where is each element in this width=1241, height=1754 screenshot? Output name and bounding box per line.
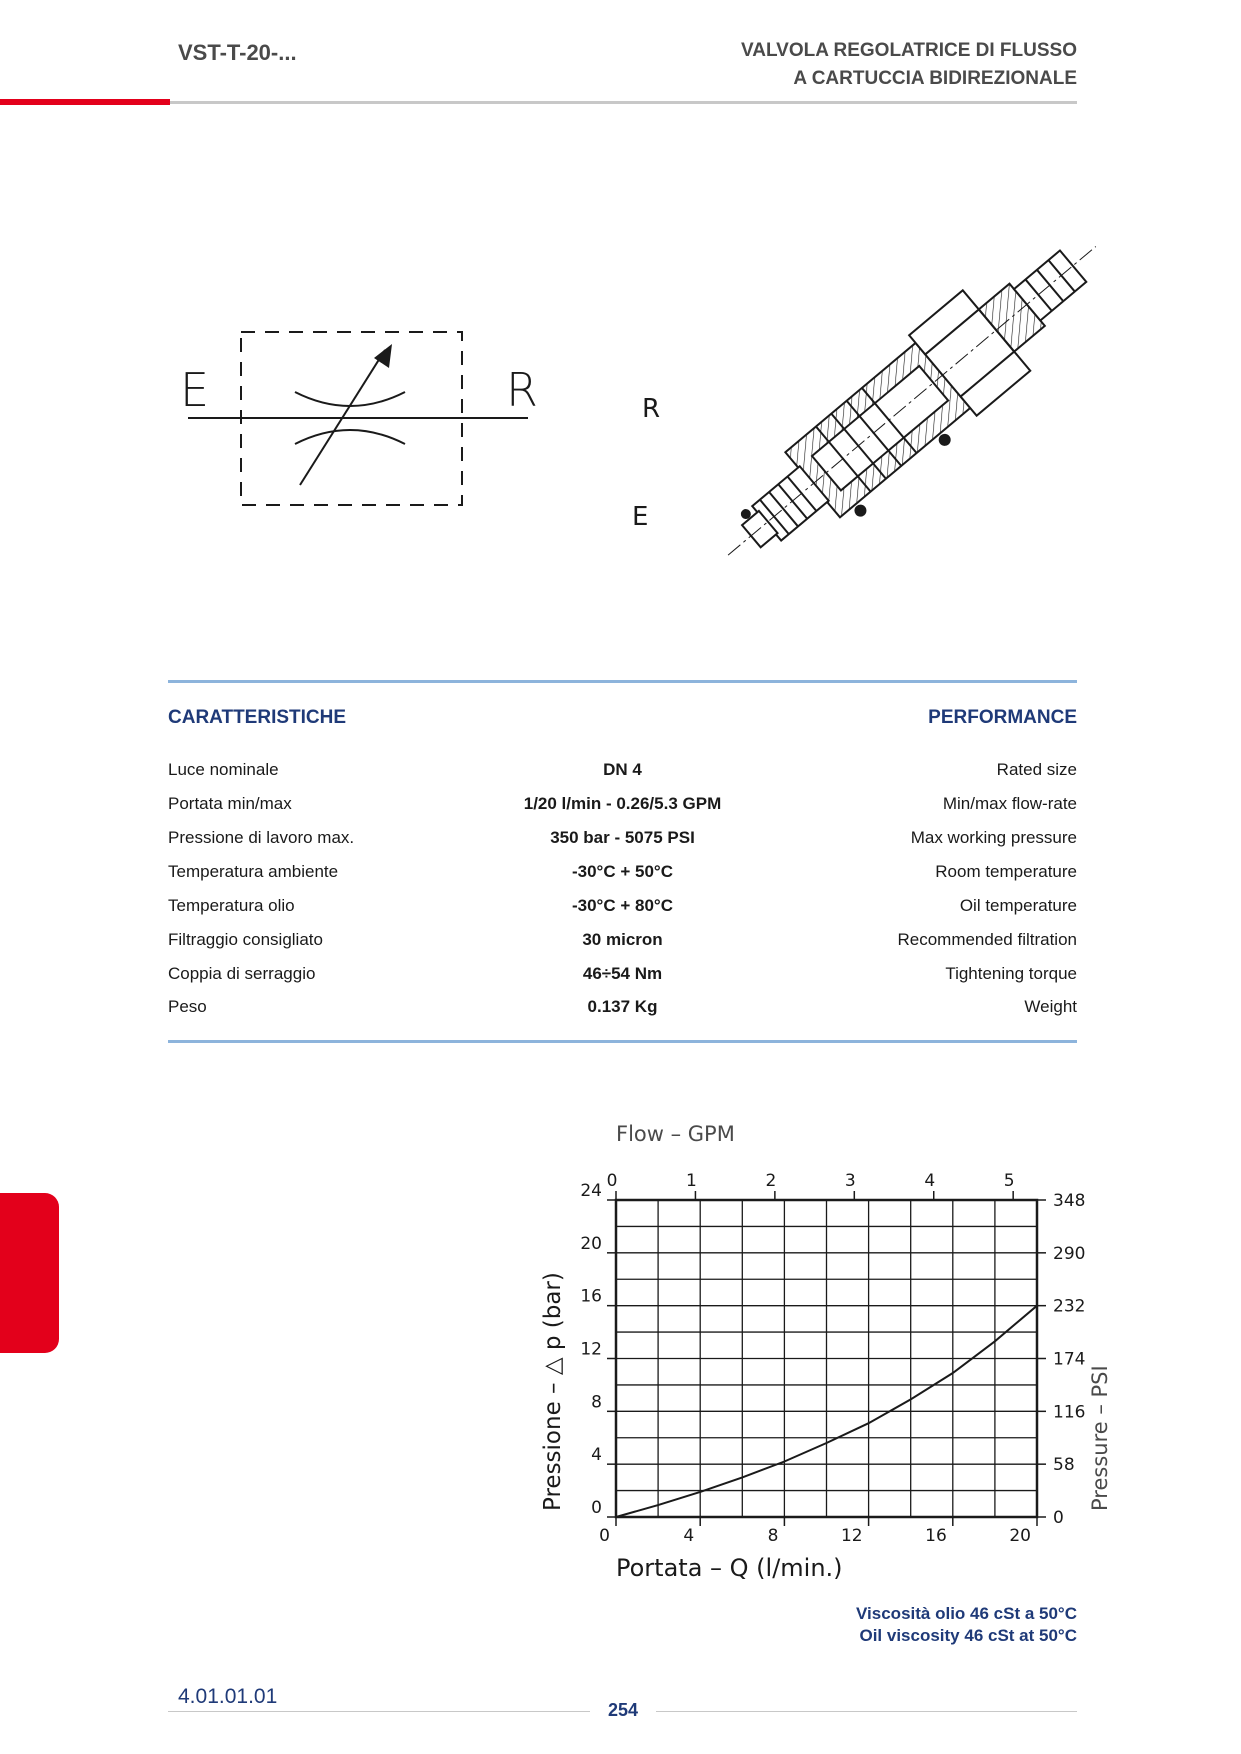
y-tick-label: 4	[591, 1445, 602, 1466]
x2-tick-label: 0	[606, 1171, 618, 1191]
spec-row	[168, 862, 1077, 892]
x-tick-label: 8	[767, 1526, 779, 1546]
spec-label-it: Peso	[168, 997, 207, 1016]
spec-value: 1/20 l/min - 0.26/5.3 GPM	[523, 794, 722, 813]
hydraulic-symbol	[180, 320, 540, 520]
spec-label-en: Min/max flow-rate	[942, 794, 1077, 813]
spec-row	[168, 930, 1077, 960]
spec-label-it: Portata min/max	[168, 794, 292, 813]
spec-label-en: Rated size	[996, 760, 1077, 779]
y2-tick-label: 232	[1053, 1296, 1086, 1317]
y-tick-label: 0	[591, 1498, 602, 1518]
footer-rule-left	[168, 1711, 590, 1712]
y2-tick-label: 58	[1053, 1455, 1075, 1476]
model-code: VST-T-20-...	[178, 40, 297, 65]
x-tick-label: 0	[599, 1526, 610, 1546]
x2-axis-label: Flow – GPM	[616, 1122, 735, 1146]
y-tick-label: 24	[580, 1181, 602, 1201]
spec-label-en: Tightening torque	[945, 964, 1077, 983]
spec-label-en: Max working pressure	[910, 828, 1077, 847]
spec-label-it: Temperatura ambiente	[168, 862, 339, 881]
y2-tick-label: 290	[1053, 1243, 1086, 1264]
spec-value: 350 bar - 5075 PSI	[550, 828, 695, 847]
spec-value: 0.137 Kg	[587, 997, 658, 1016]
spec-row	[168, 828, 1077, 858]
x-tick-label: 16	[925, 1526, 947, 1546]
spec-row	[168, 896, 1077, 926]
spec-label-it: Filtraggio consigliato	[168, 930, 323, 949]
chart-grid	[616, 1200, 1037, 1517]
section-port-e: E	[632, 502, 649, 532]
symbol-port-in: E	[180, 363, 210, 417]
spec-heading-it: CARATTERISTICHE	[168, 707, 347, 728]
spec-label-it: Pressione di lavoro max.	[168, 828, 355, 847]
section-port-r: R	[642, 394, 661, 424]
y2-tick-label: 0	[1053, 1508, 1064, 1528]
spec-label-en: Recommended filtration	[897, 930, 1077, 949]
section-tab	[0, 1193, 59, 1353]
spec-value: DN 4	[603, 760, 642, 779]
y-tick-label: 12	[580, 1339, 602, 1360]
x2-tick-label: 2	[765, 1171, 777, 1191]
spec-label-en: Oil temperature	[959, 896, 1077, 915]
spec-row	[168, 964, 1077, 994]
spec-bottom-rule	[168, 1040, 1077, 1043]
spec-value: -30°C + 80°C	[571, 896, 673, 915]
spec-row	[168, 794, 1077, 824]
x-tick-label: 12	[840, 1526, 863, 1546]
spec-label-en: Room temperature	[935, 862, 1077, 881]
viscosity-note-it: Viscosità olio 46 cSt a 50°C	[856, 1604, 1077, 1623]
x2-tick-label: 1	[686, 1171, 697, 1191]
spec-heading-en: PERFORMANCE	[928, 707, 1077, 728]
y2-tick-label: 116	[1053, 1402, 1086, 1423]
header-rule	[170, 101, 1077, 104]
spec-top-rule	[168, 680, 1077, 683]
x2-tick-label: 3	[844, 1171, 856, 1191]
spec-label-en: Weight	[1024, 997, 1077, 1016]
spec-value: 46÷54 Nm	[582, 964, 663, 983]
y-tick-label: 8	[591, 1392, 602, 1413]
product-title-line-1: VALVOLA REGOLATRICE DI FLUSSO	[740, 40, 1077, 61]
y2-tick-label: 174	[1053, 1349, 1086, 1370]
spec-label-it: Temperatura olio	[168, 896, 295, 915]
x2-tick-label: 5	[1003, 1171, 1015, 1191]
x-tick-label: 4	[683, 1526, 695, 1546]
spec-row	[168, 760, 1077, 790]
spec-row	[168, 997, 1077, 1027]
y-axis-label: Pressione – △ p (bar)	[540, 1272, 566, 1511]
page-number: 254	[607, 1700, 639, 1720]
y2-tick-label: 348	[1053, 1191, 1086, 1211]
pressure-flow-chart	[530, 1115, 1150, 1595]
x-axis-label: Portata – Q (l/min.)	[616, 1554, 843, 1582]
spec-label-it: Luce nominale	[168, 760, 279, 779]
product-title-line-2: A CARTUCCIA BIDIREZIONALE	[793, 68, 1077, 89]
header-accent-bar	[0, 99, 170, 105]
spec-label-it: Coppia di serraggio	[168, 964, 316, 983]
x-tick-label: 20	[1009, 1526, 1031, 1546]
cartridge-section-drawing	[632, 235, 1080, 595]
x2-tick-label: 4	[924, 1171, 936, 1191]
spec-value: -30°C + 50°C	[571, 862, 673, 881]
y-tick-label: 20	[580, 1233, 602, 1254]
viscosity-note-en: Oil viscosity 46 cSt at 50°C	[859, 1626, 1077, 1645]
symbol-port-out: R	[506, 363, 538, 417]
document-code: 4.01.01.01	[178, 1685, 278, 1708]
y-tick-label: 16	[580, 1286, 602, 1307]
y2-axis-label: Pressure – PSI	[1088, 1365, 1112, 1511]
spec-value: 30 micron	[582, 930, 663, 949]
footer-rule-right	[656, 1711, 1077, 1712]
